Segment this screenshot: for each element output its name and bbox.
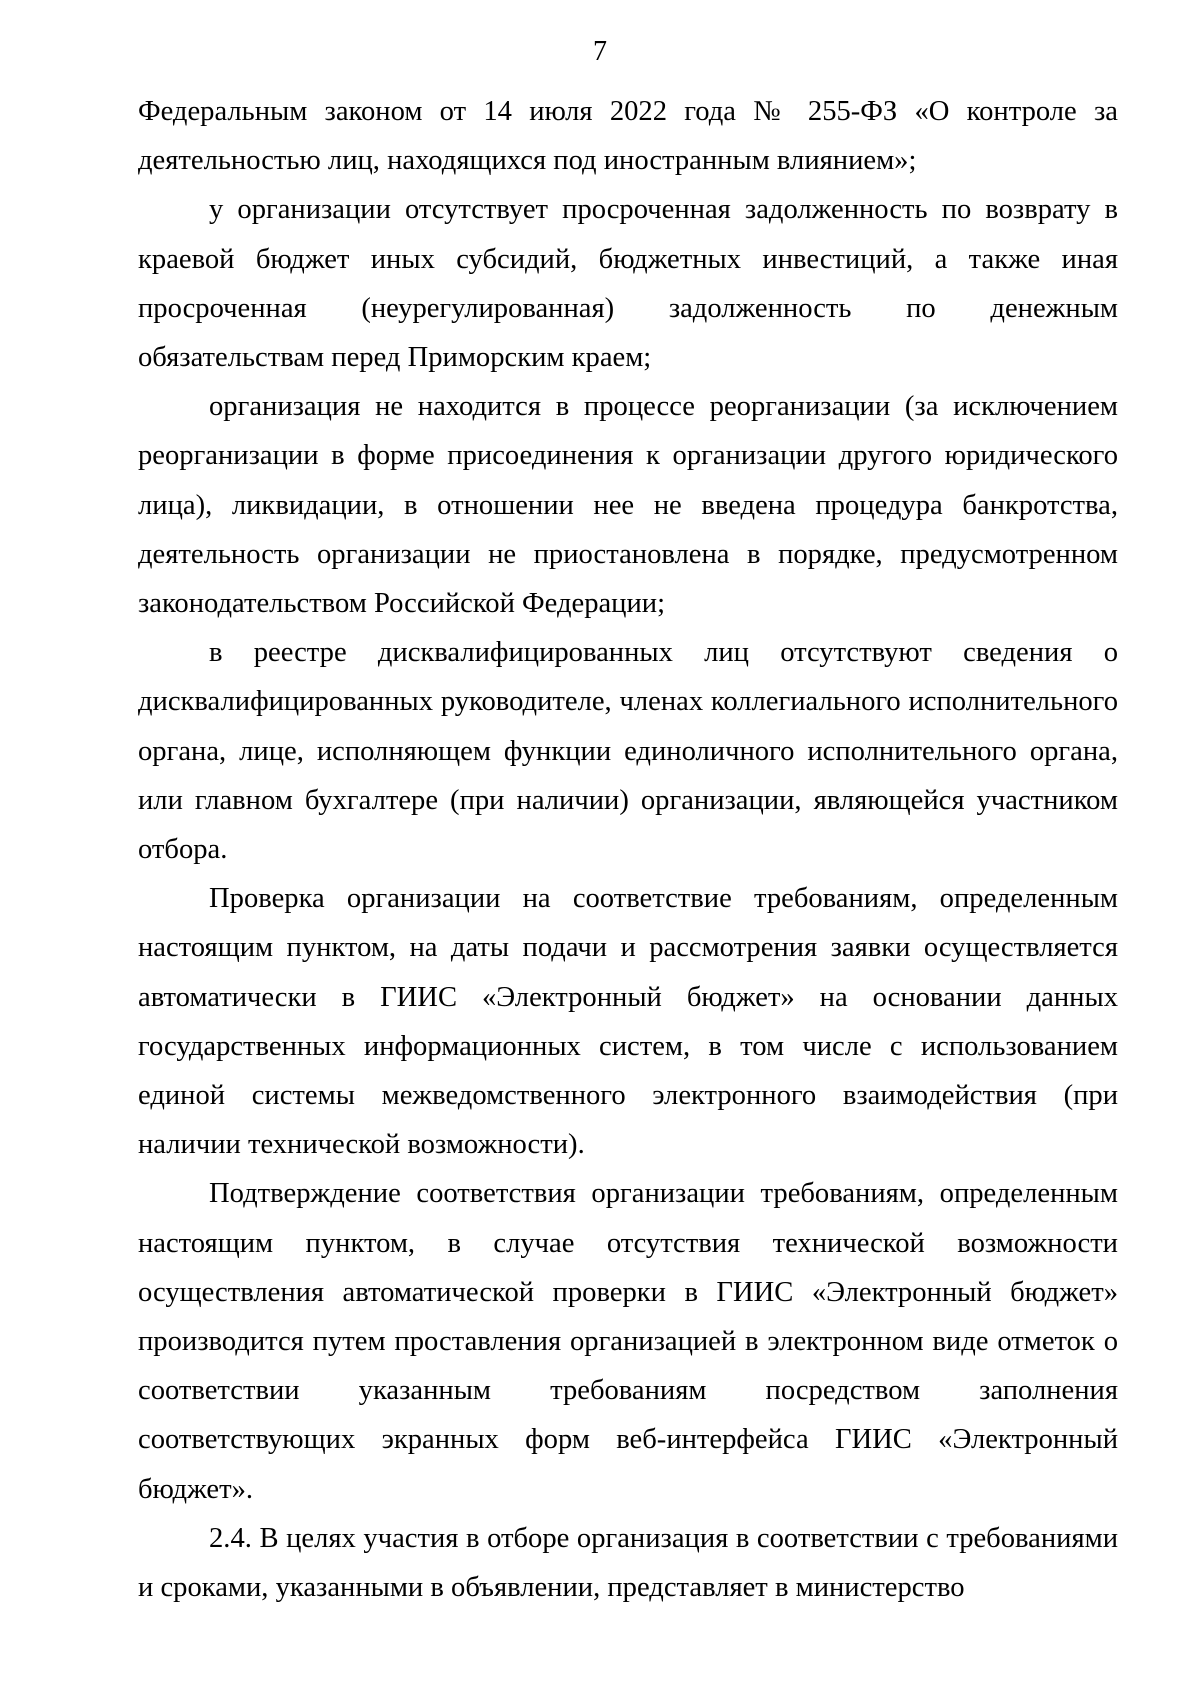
paragraph-section-2-4: 2.4. В целях участия в отборе организация в соответствии с требованиями и сроками, указанными в объявлении, представляет в министерство [138, 1522, 1118, 1604]
document-body [138, 87, 1118, 1612]
paragraph-no-debt: у организации отсутствует просроченная задолженность по возврату в краевой бюджет иных субсидий, бюджетных инвестиций, а также иная просроченная (неурегулированная) задолженность по денежным обязательствам перед Приморским краем; [138, 194, 1118, 374]
paragraph-no-reorganization: организация не находится в процессе реорганизации (за исключением реорганизации в форме присоединения к организации другого юридического лица), ликвидации, в отношении нее не введена процедура банкротства, деятельность организации не приостановлена в порядке, предусмотренном законодательством Российской Федерации; [138, 391, 1118, 620]
paragraph-manual-confirmation: Подтверждение соответствия организации требованиям, определенным настоящим пунктом, в случае отсутствия технической возможности осуществления автоматической проверки в ГИИС «Электронный бюджет» производится путем проставления организацией в электронном виде отметок о соответствии указанным требованиям посредством заполнения соответствующих экранных форм веб-интерфейса ГИИС «Электронный бюджет». [138, 1178, 1118, 1505]
paragraph-automatic-check: Проверка организации на соответствие требованиям, определенным настоящим пунктом, на даты подачи и рассмотрения заявки осуществляется автоматически в ГИИС «Электронный бюджет» на основании данных государственных информационных систем, в том числе с использованием единой системы межведомственного электронного взаимодействия (при наличии технической возможности). [138, 883, 1118, 1161]
page-number: 7 [593, 36, 607, 67]
paragraph-disqualified-registry: в реестре дисквалифицированных лиц отсутствуют сведения о дисквалифицированных руководителе, членах коллегиального исполнительного органа, лице, исполняющем функции единоличного исполнительного органа, или главном бухгалтере (при наличии) организации, являющейся участником отбора. [138, 637, 1118, 866]
paragraph-continuation: Федеральным законом от 14 июля 2022 года № 255-ФЗ «О контроле за деятельностью лиц, находящихся под иностранным влиянием»; [138, 96, 1118, 177]
